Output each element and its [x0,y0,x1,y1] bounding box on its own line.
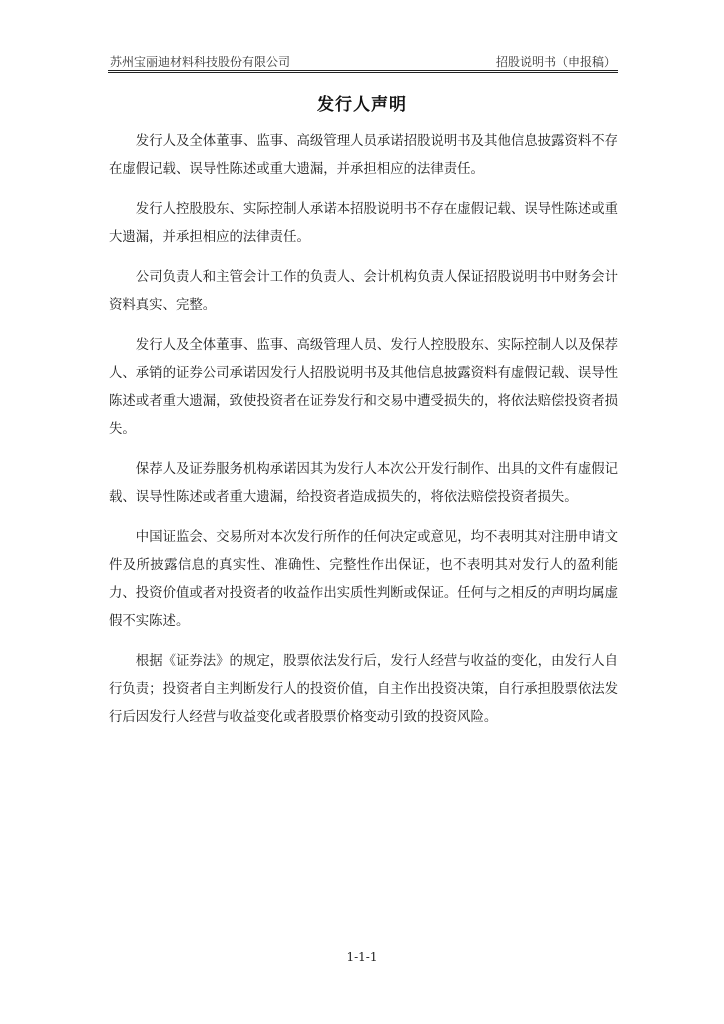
paragraph-3: 公司负责人和主管会计工作的负责人、会计机构负责人保证招股说明书中财务会计资料真实、完整。 [109,270,618,313]
paragraph-5: 保荐人及证券服务机构承诺因其为发行人本次公开发行制作、出具的文件有虚假记载、误导性陈述或者重大遗漏，给投资者造成损失的，将依法赔偿投资者损失。 [109,462,618,505]
page-header [110,50,616,70]
header-company-name: 苏州宝丽迪材料科技股份有限公司 [110,55,291,69]
declaration-body [109,128,618,744]
header-divider [108,70,618,73]
paragraph-4: 发行人及全体董事、监事、高级管理人员、发行人控股股东、实际控制人以及保荐人、承销的证券公司承诺因发行人招股说明书及其他信息披露资料有虚假记载、误导性陈述或者重大遗漏，致使投资者在证券发行和交易中遭受损失的，将依法赔偿投资者损失。 [109,338,618,437]
paragraph-1: 发行人及全体董事、监事、高级管理人员承诺招股说明书及其他信息披露资料不存在虚假记载、误导性陈述或重大遗漏，并承担相应的法律责任。 [109,134,618,177]
paragraph-2: 发行人控股股东、实际控制人承诺本招股说明书不存在虚假记载、误导性陈述或重大遗漏，并承担相应的法律责任。 [109,202,618,245]
header-document-type: 招股说明书（申报稿） [495,55,616,69]
page-title: 发行人声明 [317,95,407,115]
paragraph-6: 中国证监会、交易所对本次发行所作的任何决定或意见，均不表明其对注册申请文件及所披露信息的真实性、准确性、完整性作出保证，也不表明其对发行人的盈利能力、投资价值或者对投资者的收益作出实质性判断或保证。任何与之相反的声明均属虚假不实陈述。 [109,530,618,629]
page-number: 1-1-1 [346,950,378,964]
paragraph-7: 根据《证券法》的规定，股票依法发行后，发行人经营与收益的变化，由发行人自行负责；投资者自主判断发行人的投资价值，自主作出投资决策，自行承担股票依法发行后因发行人经营与收益变化或者股票价格变动引致的投资风险。 [109,654,618,725]
